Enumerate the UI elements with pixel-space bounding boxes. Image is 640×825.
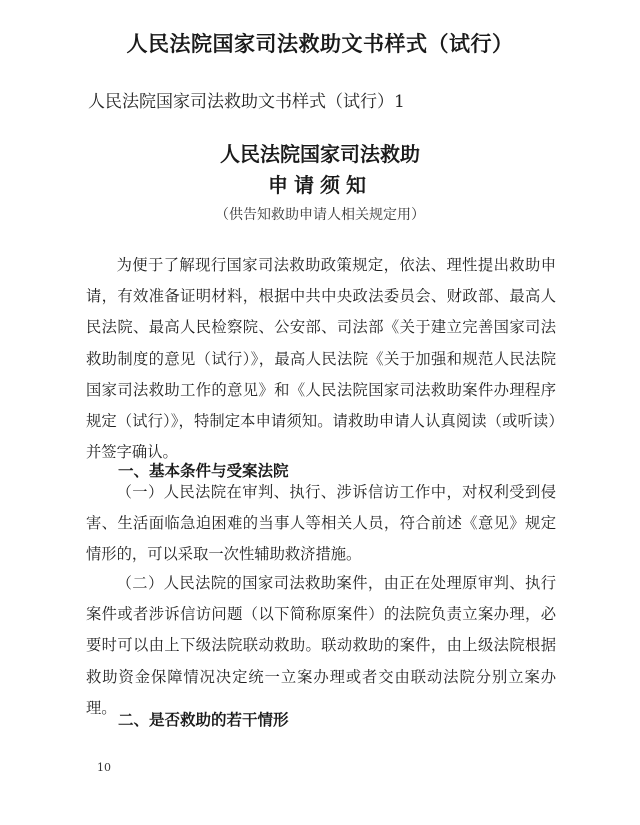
- section1-para1-block: [86, 477, 556, 571]
- page-number: 10: [97, 761, 111, 774]
- form-note: （供告知救助申请人相关规定用）: [215, 207, 425, 223]
- section2-heading: 二、是否救助的若干情形: [118, 711, 289, 729]
- intro-paragraph-block: [86, 250, 556, 468]
- section1-para2-block: [86, 568, 556, 724]
- form-title-line1: 人民法院国家司法救助: [220, 142, 420, 166]
- section1-paragraph-2: （二）人民法院的国家司法救助案件，由正在处理原审判、执行案件或者涉诉信访问题（以下简称原案件）的法院负责立案办理，必要时可以由上下级法院联动救助。联动救助的案件，由上级法院根据救助资金保障情况决定统一立案办理或者交由联动法院分别立案办理。: [86, 574, 556, 717]
- intro-paragraph: 为便于了解现行国家司法救助政策规定，依法、理性提出救助申请，有效准备证明材料，根据中共中央政法委员会、财政部、最高人民法院、最高人民检察院、公安部、司法部《关于建立完善国家司法救助制度的意见（试行）》，最高人民法院《关于加强和规范人民法院国家司法救助工作的意见》和《人民法院国家司法救助案件办理程序规定（试行）》，特制定本申请须知。请救助申请人认真阅读（或听读）并签字确认。: [86, 256, 556, 462]
- section1-heading: 一、基本条件与受案法院: [118, 462, 289, 480]
- form-title-line2: 申请须知: [268, 173, 372, 197]
- section1-paragraph-1: （一）人民法院在审判、执行、涉诉信访工作中，对权利受到侵害、生活面临急迫困难的当事人等相关人员，符合前述《意见》规定情形的，可以采取一次性辅助救济措施。: [86, 483, 556, 564]
- form-subheading: 人民法院国家司法救助文书样式（试行）1: [88, 92, 405, 112]
- document-title: 人民法院国家司法救助文书样式（试行）: [126, 32, 514, 56]
